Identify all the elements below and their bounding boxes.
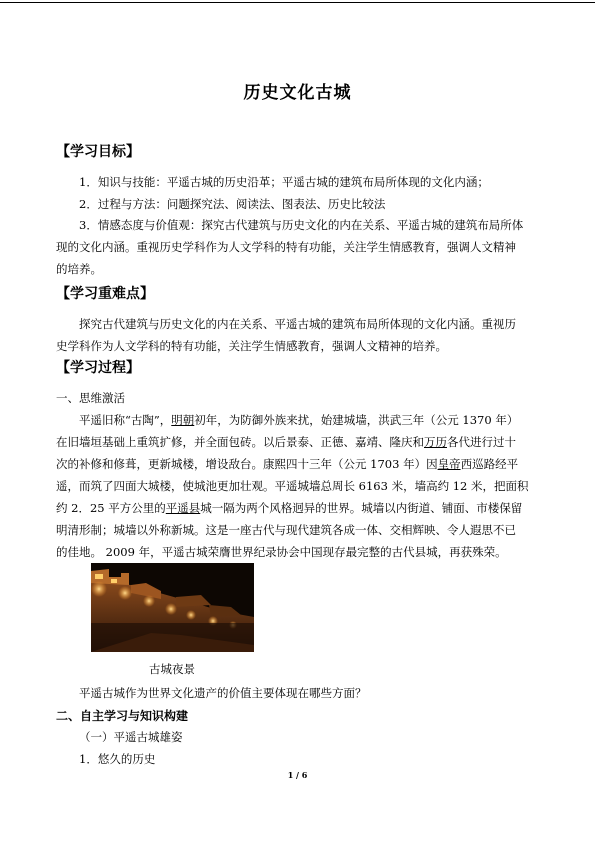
underlined-term-ming: 明朝 [171,413,195,427]
question: 平遥古城作为世界文化遗产的价值主要体现在哪些方面？ [79,686,367,700]
goal-3-line-2: 现的文化内涵。重视历史学科作为人文学科的特有功能，关注学生情感教育，强调人文精神 [56,240,516,254]
goal-2: 2．过程与方法：问题探究法、阅读法、图表法、历史比较法 [79,197,386,211]
page-number: 1 / 6 [287,770,308,780]
underlined-term-pingyao: 平遥县 [165,501,201,515]
subsection-1-title: （一）平遥古城雄姿 [79,730,183,744]
process-heading: 【学习过程】 [56,360,140,376]
goal-3-line-1: 3．情感态度与价值观：探究古代建筑与历史文化的内在关系、平遥古城的建筑布局所体 [79,218,524,232]
section-1-title: 一、思维激活 [56,391,125,405]
top-border-line [0,2,595,3]
key-points-line-2: 史学科作为人文学科的特有功能，关注学生情感教育，强调人文精神的培养。 [56,339,447,353]
goal-1: 1．知识与技能：平遥古城的历史沿革；平遥古城的建筑布局所体现的文化内涵； [79,175,489,189]
para-line-5: 约 2．25 平方公里的平遥县城一隔为两个风格迥异的世界。城墙以内街道、铺面、市楼保留 [56,501,523,515]
para-line-7: 的佳地。 2009 年，平遥古城荣膺世界纪录协会中国现存最完整的古代县城，再获殊荣。 [56,545,507,559]
goals-heading: 【学习目标】 [56,144,140,160]
para-line-6: 明清形制；城墙以外称新城。这是一座古代与现代建筑各成一体、交相辉映、令人遐思不已 [56,523,516,537]
para-line-4: 遥，而筑了四面大城楼，使城池更加壮观。平遥城墙总周长 6163 米，墙高约 12 米，把面积 [56,479,529,493]
subsection-1-item-1: 1．悠久的历史 [79,752,156,766]
underlined-term-wanli: 万历 [424,435,447,449]
para-line-2: 在旧墙垣基础上重筑扩修，并全面包砖。以后景泰、正德、嘉靖、隆庆和万历各代进行过十 [56,435,516,449]
key-points-line-1: 探究古代建筑与历史文化的内在关系、平遥古城的建筑布局所体现的文化内涵。重视历 [79,317,516,331]
page-title: 历史文化古城 [243,83,352,103]
goal-3-line-3: 的培养。 [56,262,102,276]
ancient-city-night-photo [91,563,254,652]
section-2-title: 二、自主学习与知识构建 [56,709,189,723]
key-points-heading: 【学习重难点】 [56,286,154,302]
underlined-term-emperor: 皇帝 [437,457,461,471]
para-line-3: 次的补修和修葺，更新城楼，增设敌台。康熙四十三年（公元 1703 年）因皇帝西巡路经平 [56,457,519,471]
para-line-1: 平遥旧称“古陶”，明朝初年，为防御外族来扰，始建城墙，洪武三年（公元 1370 年） [79,413,519,427]
photo-caption: 古城夜景 [149,662,195,676]
